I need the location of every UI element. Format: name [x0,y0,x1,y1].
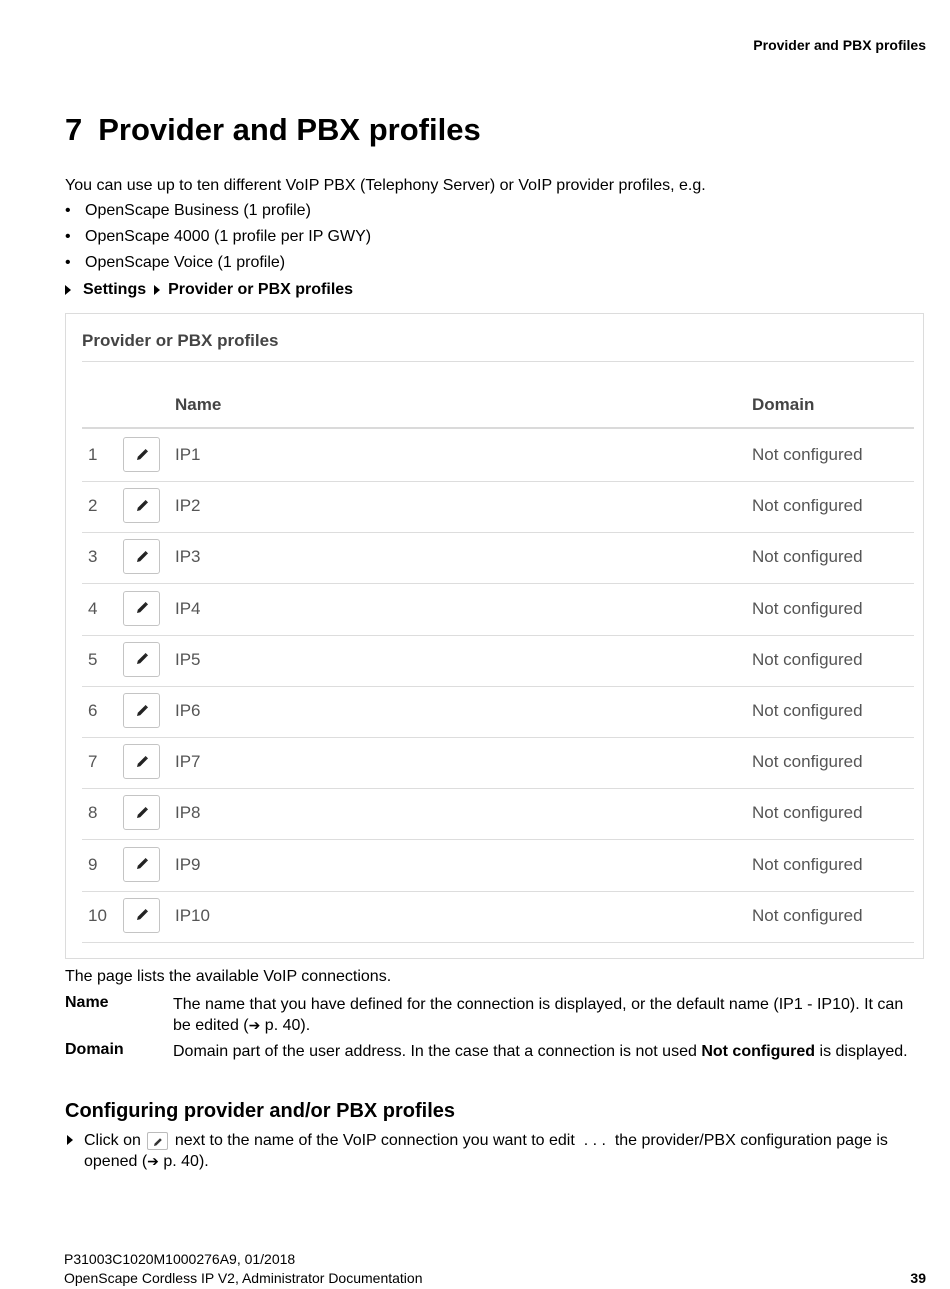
chapter-title [65,112,481,148]
edit-button[interactable] [123,744,160,779]
column-header-name: Name [175,395,222,414]
bullet-text: OpenScape Voice (1 profile) [85,254,286,271]
definition-text: Domain part of the user address. In the case that a connection is not used [173,1043,702,1060]
chapter-number: 7 [65,112,83,147]
definition-text-name [173,994,925,1036]
profile-name: IP5 [175,649,201,669]
pencil-icon [134,703,150,719]
profile-name: IP2 [175,496,201,516]
table-row [82,686,914,738]
running-head: Provider and PBX profiles [753,37,926,53]
definition-term-domain: Domain [65,1041,124,1058]
definition-text-domain [173,1041,925,1062]
pencil-icon [134,856,150,872]
edit-button[interactable] [123,847,160,882]
section-title: Configuring provider and/or PBX profiles [65,1100,456,1122]
table-row [82,840,914,892]
edit-button[interactable] [123,591,160,626]
step-text: Click on [84,1132,141,1149]
profile-name: IP1 [175,445,201,464]
menu-path-settings: Settings [83,281,147,298]
arrow-right-icon: ➔ [248,1017,261,1033]
pencil-icon [147,1132,168,1150]
page-number: 39 [910,1270,926,1286]
pencil-icon [134,447,150,463]
table-row [82,584,914,636]
menu-path-provider: Provider or PBX profiles [168,281,354,298]
edit-button[interactable] [123,693,160,728]
row-index: 3 [88,547,98,567]
profile-name: IP4 [175,598,201,618]
triangle-right-icon [154,285,160,295]
triangle-right-icon [67,1135,73,1145]
intro-paragraph: You can use up to ten different VoIP PBX (Telephony Server) or VoIP provider profiles, e.g. [65,177,706,194]
profile-name: IP7 [175,752,201,772]
arrow-right-icon: ➔ [147,1153,159,1169]
pencil-icon [134,600,150,616]
bullet-item [65,202,311,220]
row-index: 2 [88,496,98,516]
panel-title: Provider or PBX profiles [82,331,279,350]
edit-button[interactable] [123,539,160,574]
profile-domain: Not configured [752,547,863,567]
footer-doc-id: P31003C1020M1000276A9, 01/2018 [64,1251,296,1267]
row-index: 9 [88,854,98,874]
profile-domain: Not configured [752,854,863,874]
profile-domain: Not configured [752,496,863,516]
provider-profiles-screenshot [65,313,924,959]
profile-name: IP3 [175,547,201,567]
bullet-text: OpenScape Business (1 profile) [85,202,311,219]
pencil-icon [134,651,150,667]
table-row [82,532,914,584]
header-divider [82,427,914,429]
row-index: 4 [88,598,98,618]
page-reference[interactable]: p. 40). [260,1017,311,1034]
row-index: 10 [88,905,107,925]
divider [82,361,914,362]
footer-doc-title: OpenScape Cordless IP V2, Administrator Documentation [64,1270,423,1286]
bullet-dot: • [65,202,71,219]
bullet-dot: • [65,254,71,271]
pencil-icon [134,549,150,565]
profile-name: IP8 [175,803,201,823]
edit-button[interactable] [123,488,160,523]
page-reference[interactable]: p. 40). [158,1153,209,1170]
row-index: 8 [88,803,98,823]
row-index: 6 [88,701,98,720]
bullet-item [65,228,371,246]
profile-name: IP6 [175,701,201,720]
edit-button[interactable] [123,437,160,472]
bullet-item [65,254,285,272]
table-row [82,788,914,840]
profile-domain: Not configured [752,752,863,772]
definition-term-name: Name [65,994,109,1011]
table-row [82,430,914,482]
step-ellipsis: . . . [583,1132,606,1149]
table-row [82,737,914,789]
profile-name: IP10 [175,905,210,925]
column-header-domain: Domain [752,395,815,414]
definition-text: is displayed. [815,1043,908,1060]
instruction-step [65,1130,925,1172]
triangle-right-icon [65,285,71,295]
description-intro: The page lists the available VoIP connections. [65,968,392,985]
row-index: 5 [88,649,98,669]
table-row [82,481,914,533]
bullet-text: OpenScape 4000 (1 profile per IP GWY) [85,228,372,245]
profile-domain: Not configured [752,701,863,720]
definition-emphasis: Not configured [701,1043,816,1060]
chapter-title-text: Provider and PBX profiles [98,112,481,147]
profile-domain: Not configured [752,905,863,925]
pencil-icon [134,907,150,923]
pencil-icon [134,805,150,821]
row-index: 7 [88,752,98,772]
menu-path [65,281,353,299]
profile-domain: Not configured [752,803,863,823]
profile-domain: Not configured [752,649,863,669]
edit-button[interactable] [123,898,160,933]
table-row [82,891,914,943]
profile-name: IP9 [175,854,201,874]
edit-button[interactable] [123,795,160,830]
row-index: 1 [88,445,98,464]
pencil-icon [134,498,150,514]
profile-domain: Not configured [752,598,863,618]
step-text: the provider/PBX configuration page is opened ( [84,1132,888,1170]
step-text: next to the name of the VoIP connection you want to edit [174,1132,575,1149]
pencil-icon [134,754,150,770]
edit-button[interactable] [123,642,160,677]
profile-domain: Not configured [752,445,863,464]
table-row [82,635,914,687]
bullet-dot: • [65,228,71,245]
definition-text: The name that you have defined for the connection is displayed, or the default name (IP1 - IP10). It can be edited ( [173,996,904,1034]
